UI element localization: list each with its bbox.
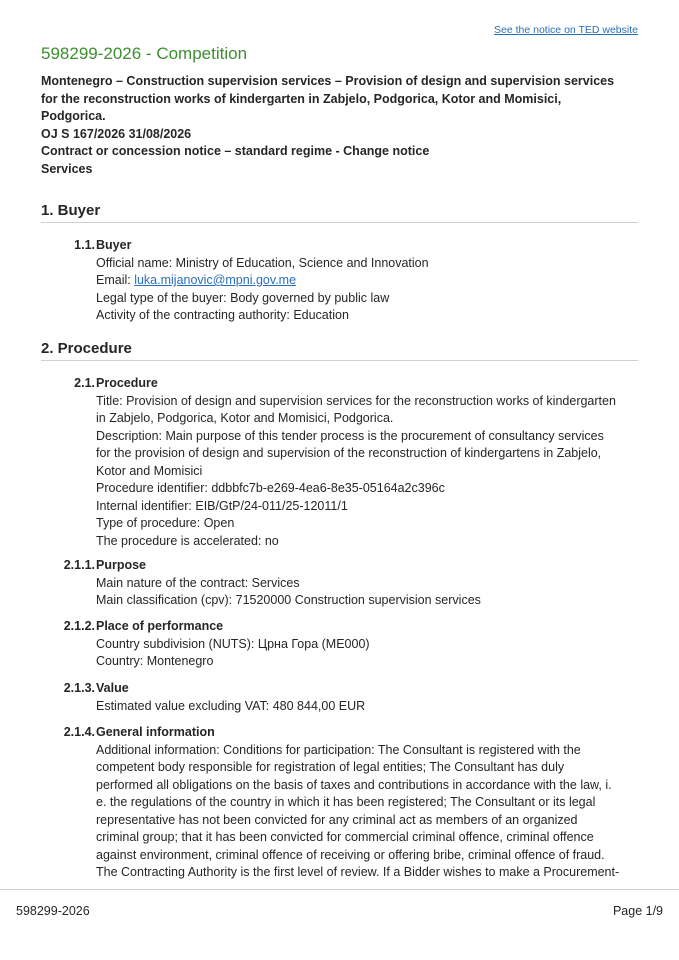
legal-type: Legal type of the buyer: Body governed by public law [96, 290, 390, 305]
subsection-label: Purpose [96, 558, 147, 572]
footer-page-number: Page 1/9 [612, 904, 663, 918]
procedure-description-line-3: Kotor and Momisici [96, 463, 203, 478]
notice-header [41, 73, 641, 178]
subsection-number: 1.1. [74, 238, 95, 252]
notice-type: Contract or concession notice – standard regime - Change notice [41, 144, 430, 158]
subsection-label: Buyer [96, 238, 132, 252]
main-nature: Main nature of the contract: Services [96, 575, 300, 590]
email-link[interactable]: luka.mijanovic@mpni.gov.me [134, 273, 297, 287]
estimated-value: Estimated value excluding VAT: 480 844,00 EUR [96, 698, 366, 713]
procedure-description-line-1: Description: Main purpose of this tender process is the procurement of consultancy services [96, 428, 604, 443]
procedure-type: Type of procedure: Open [96, 516, 235, 530]
notice-title: 598299-2026 - Competition [41, 44, 248, 63]
activity: Activity of the contracting authority: Education [96, 308, 349, 322]
subsection-number: 2.1.2. [63, 619, 95, 633]
procedure-accelerated: The procedure is accelerated: no [96, 533, 279, 548]
subsection-number: 2.1. [74, 376, 95, 390]
official-name: Official name: Ministry of Education, Science and Innovation [96, 255, 429, 270]
country-subdivision: Country subdivision (NUTS): Црна Гора (ME000) [96, 636, 370, 651]
subsection-purpose [41, 557, 641, 610]
additional-info-line: e. the regulations of the country in which it has been registered; The Consultant or its legal [96, 795, 596, 809]
subsection-number: 2.1.4. [63, 725, 95, 739]
section-heading-procedure: 2. Procedure [41, 340, 638, 361]
subsection-number: 2.1.3. [63, 681, 95, 695]
procedure-description-line-2: for the provision of design and supervision of the reconstruction of kindergartens in Zabjelo, [96, 446, 602, 460]
subsection-label: Procedure [96, 376, 158, 390]
subsection-value [41, 680, 641, 715]
country: Country: Montenegro [96, 654, 214, 668]
header-line-1: Montenegro – Construction supervision services – Provision of design and supervision services [41, 74, 615, 88]
header-line-2: for the reconstruction works of kindergarten in Zabjelo, Podgorica, Kotor and Momisici, [41, 91, 562, 106]
email-label: Email: [96, 273, 135, 287]
subsection-buyer [41, 237, 641, 325]
additional-info-line: The Contracting Authority is the first level of review. If a Bidder wishes to make a Procurement- [96, 865, 620, 879]
oj-reference: OJ S 167/2026 31/08/2026 [41, 126, 192, 141]
additional-info-line: representative has not been convicted for any criminal act as members of an organized [96, 812, 578, 827]
subsection-label: Place of performance [96, 619, 224, 633]
additional-info-line: competent body responsible for registration of legal entities; The Consultant has duly [96, 760, 565, 774]
footer-notice-number: 598299-2026 [16, 904, 90, 918]
subsection-label: General information [96, 725, 215, 739]
internal-identifier: Internal identifier: EIB/GtP/24-011/25-12011/1 [96, 498, 348, 513]
subsection-general-information [41, 724, 641, 882]
subsection-procedure [41, 375, 641, 550]
contract-nature: Services [41, 161, 93, 176]
procedure-title-line-1: Title: Provision of design and supervision services for the reconstruction works of kindergarten [96, 393, 616, 408]
procedure-identifier: Procedure identifier: ddbbfc7b-e269-4ea6-8e35-05164a2c396c [96, 481, 445, 495]
subsection-label: Value [96, 681, 129, 695]
subsection-number: 2.1.1. [63, 558, 95, 572]
header-line-3: Podgorica. [41, 109, 106, 123]
subsection-place [41, 618, 641, 671]
main-classification: Main classification (cpv): 71520000 Construction supervision services [96, 593, 481, 607]
footer-divider [0, 889, 679, 890]
procedure-title-line-2: in Zabjelo, Podgorica, Kotor and Momisici, Podgorica. [96, 411, 394, 425]
additional-info-line: Additional information: Conditions for participation: The Consultant is registered with the [96, 742, 581, 757]
additional-info-line: against environment, criminal offence of receiving or offering bribe, criminal offence of fraud. [96, 847, 605, 862]
email-row [96, 272, 641, 290]
section-heading-buyer: 1. Buyer [41, 202, 638, 223]
additional-info-line: criminal group; that it has been convicted for commercial criminal offence, criminal offence [96, 830, 594, 844]
additional-info-line: performed all obligations on the basis of taxes and contributions in accordance with the law, i. [96, 777, 612, 792]
ted-website-link[interactable]: See the notice on TED website [494, 24, 638, 36]
